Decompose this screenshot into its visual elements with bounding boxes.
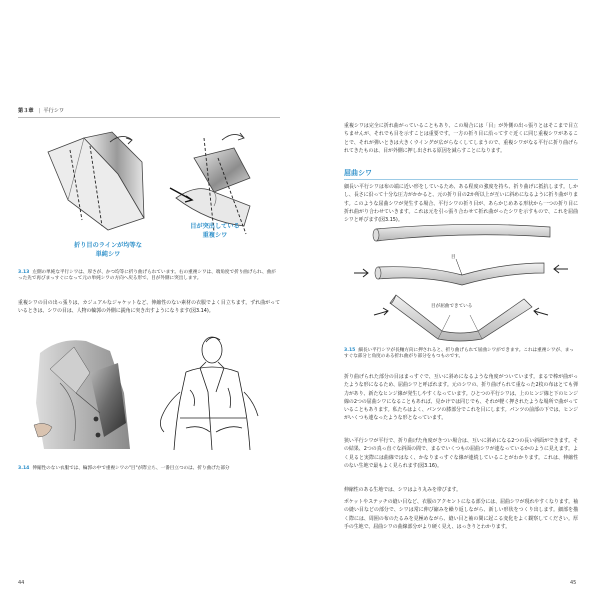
caption-simple-fold-line2: 単純シワ (95, 251, 121, 258)
paragraph-1: 重複シワの目の出っ張りは、カジュアルなジャケットなど、伸縮性のない素材の衣服でよく目立ちます。ずれ曲がっているときは、シワの目は、人物の輪郭の外側に鋭角に突き出すようになります(図3.14)。 (18, 300, 280, 315)
figure-bend-wrinkle (354, 217, 568, 343)
caption-overlap-fold-line1: 目が突出している (190, 223, 240, 230)
figure-simple-fold (40, 130, 155, 240)
figure-text-3-15: 細長い平行シワが長軸方向に押されると、折り曲げられて屈曲シワができます。これは重複シワが、まっすぐな部分と角度のある折れ曲がり部分をもつものです。 (344, 348, 574, 360)
section-title-rule (344, 179, 578, 180)
figure-number-3-13: 3.13 (18, 270, 30, 275)
figure-man-line-drawing (150, 332, 270, 452)
section-title: 屈曲シワ (344, 169, 372, 177)
paragraph-2: 細長い平行シワは布の端に近い形をしているため、ある程度の強度を持ち、折り曲げに抵抗します。しかし、長さに沿って十分な圧力がかかると、元の折り目の2か所以上が互いに斜めになるように折り曲がります。このような屈曲シワが発生する場合、平行シワの折り目が、あらかじめある形状から一つの折り目に折れ曲がり合わせていきます。これは元を引っ張り合わせて折れ曲がったシワを示すもので、これを屈曲シワと呼びます(図3.15)。 (344, 184, 578, 224)
figure-jacket (30, 333, 142, 451)
figure-label-3-13 (18, 270, 280, 283)
figure-number-3-14: 3.14 (18, 466, 30, 471)
figure-number-3-15: 3.15 (344, 348, 356, 353)
caption-overlap-fold (168, 222, 262, 240)
page-number-right: 45 (570, 580, 577, 586)
paragraph-6: ポケットやステッチの縫い目など、衣服のアクセントになる部分には、屈曲シワが現れやすくなります。袖の縫い目などの部分で、シワは常に伸び縮みを繰り返しながら、新しい形状をつくり出します。細部を描く際には、周囲の布のたるみを見極めながら、縫い目と袖の間に起こる変化をよく観察してください。厚手の生地で、屈曲シワの曲線部分がより硬く見え、はっきりとわかります。 (344, 499, 578, 530)
figure-text-3-13: 左側の単純な平行シワは、厚さが、かつ均等に折り曲げられています。右の重複シワは、端角度で折り曲げられ、曲がった先で再びまっすぐになって元の単純シワの方向へ戻る形で、目が外側に突出します。 (18, 270, 276, 282)
paragraph-5: 伸縮性のある生地では、シワはより丸みを帯びます。 (344, 487, 461, 493)
header-rule (18, 117, 280, 118)
caption-simple-fold-line1: 折り目のラインが均等な (74, 242, 142, 249)
caption-simple-fold (58, 241, 158, 259)
caption-overlap-fold-line2: 重複シワ (202, 232, 228, 239)
page-number-left: 44 (18, 580, 25, 586)
paragraph-4: 狭い平行シワが平行で、折り曲げた角度がきつい場合は、互いに斜めになる2つの長い斜面ができます。その結果、2つの真っ直ぐな斜面の間で、まるでいくつもの屈曲シワが連なっているかのように見えます。よく見ると実際には曲線ではなく、かなりまっすぐな線が連続していることがわかります。これは、伸縮性のない生地で最もよく見られます(図3.16)。 (344, 438, 578, 469)
callout-eye: 目 (451, 255, 456, 260)
figure-label-3-15 (344, 348, 578, 361)
section-label: 平行シワ (43, 108, 65, 114)
figure-text-3-14: 伸縮性のない衣服では、輪郭の中で重複シワの"目"が際立ち、一番目立つのは、折り曲げた部分 (32, 466, 230, 471)
paragraph-3: 折り曲げられた部分の目はまっすぐで、互いに斜めになるような角度がついています。まるで棒が曲がったような形になるため、屈曲シワと呼ばれます。元のシワの、折り曲げられて重なった2枚の布はとても弾力があり、新たなヒンジ線が発生しやすくなっています。ひとつの平行シワは、上のヒンジ線と下のヒンジ線の2つの屈曲シワになることもあれば、見かけでは同じでも、それが軽く押されたような場所で曲がっていることもあります。私たちはよく、パンツの膝部分でこれを目にします。パンツの前部の下では、ヒンジがいくつも連なったような形となっています。 (344, 374, 578, 422)
header-separator: | (38, 108, 41, 114)
intro-paragraph: 重複シワは完全に折れ曲がっていることもあり、この場合には「目」が外側の出っ張りとはそこまで目立ちませんが、それでも目を示すことは重要です。一方の折り目に沿ってすぐ近くに同じ重複シワがあることで、それが弾いときは大きくウイングが広がらなくしてしまうので、重複シワがなる平行に折り曲げられてきたものは、目が外側に押し出される原因を減らすことになります。 (344, 123, 578, 154)
chapter-header (18, 107, 64, 114)
figure-label-3-14 (18, 466, 280, 472)
callout-eyes-bent: 目が屈曲できている (431, 304, 473, 309)
chapter-label: 第３章 (18, 108, 34, 114)
